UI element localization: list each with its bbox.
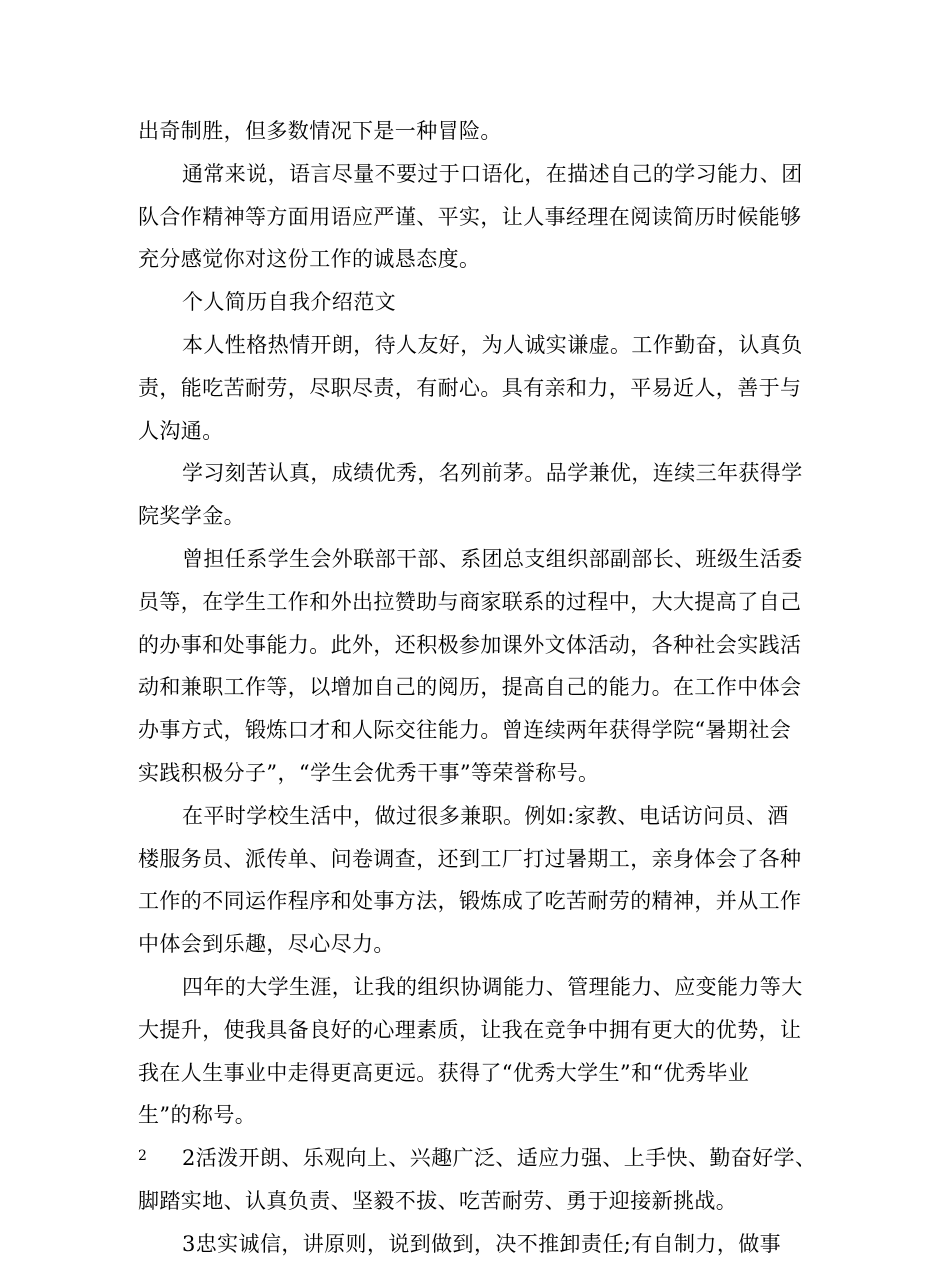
text-line: 办事方式，锻炼口才和人际交往能力。曾连续两年获得学院“暑期社会: [138, 718, 792, 743]
paragraph-first-line: 2活泼开朗、乐观向上、兴趣广泛、适应力强、上手快、勤奋好学、: [182, 1146, 817, 1171]
page-number: 2: [138, 1148, 147, 1164]
text-line: 员等，在学生工作和外出拉赞助与商家联系的过程中，大大提高了自己: [138, 589, 802, 614]
text-line: 队合作精神等方面用语应严谨、平实，让人事经理在阅读简历时候能够: [138, 204, 802, 229]
paragraph-first-line: 学习刻苦认真，成绩优秀，名列前茅。品学兼优，连续三年获得学: [182, 461, 803, 486]
paragraph-first-line: 在平时学校生活中，做过很多兼职。例如:家教、电话访问员、酒: [182, 803, 789, 828]
text-line: 工作的不同运作程序和处事方法，锻炼成了吃苦耐劳的精神，并从工作: [138, 889, 802, 914]
paragraph-first-line: 本人性格热情开朗，待人友好，为人诚实谦虚。工作勤奋，认真负: [182, 332, 803, 357]
section-heading: 个人简历自我介绍范文: [182, 290, 396, 315]
text-line: 的办事和处事能力。此外，还积极参加课外文体活动，各种社会实践活: [138, 632, 802, 657]
paragraph-first-line: 曾担任系学生会外联部干部、系团总支组织部副部长、班级生活委: [182, 546, 803, 571]
text-line: 生”的称号。: [138, 1103, 257, 1128]
text-line: 我在人生事业中走得更高更远。获得了“优秀大学生”和“优秀毕业: [138, 1060, 750, 1085]
text-line: 人沟通。: [138, 418, 224, 443]
text-line: 实践积极分子”，“学生会优秀干事”等荣誉称号。: [138, 760, 600, 785]
text-line: 楼服务员、派传单、问卷调查，还到工厂打过暑期工，亲身体会了各种: [138, 846, 802, 871]
text-line: 充分感觉你对这份工作的诚恳态度。: [138, 247, 481, 272]
paragraph-first-line: 3忠实诚信，讲原则，说到做到，决不推卸责任;有自制力，做事: [182, 1231, 782, 1256]
paragraph-first-line: 四年的大学生涯，让我的组织协调能力、管理能力、应变能力等大: [182, 974, 803, 999]
paragraph-first-line: 通常来说，语言尽量不要过于口语化，在描述自己的学习能力、团: [182, 161, 803, 186]
text-line: 脚踏实地、认真负责、坚毅不拔、吃苦耐劳、勇于迎接新挑战。: [138, 1188, 738, 1213]
text-line: 院奖学金。: [138, 504, 245, 529]
text-line: 责，能吃苦耐劳，尽职尽责，有耐心。具有亲和力，平易近人，善于与: [138, 375, 802, 400]
text-line: 出奇制胜，但多数情况下是一种冒险。: [138, 119, 502, 143]
text-line: 动和兼职工作等，以增加自己的阅历，提高自己的能力。在工作中体会: [138, 675, 802, 700]
text-line: 大提升，使我具备良好的心理素质，让我在竞争中拥有更大的优势，让: [138, 1017, 802, 1042]
text-line: 中体会到乐趣，尽心尽力。: [138, 932, 395, 957]
document-body: [138, 110, 838, 1266]
